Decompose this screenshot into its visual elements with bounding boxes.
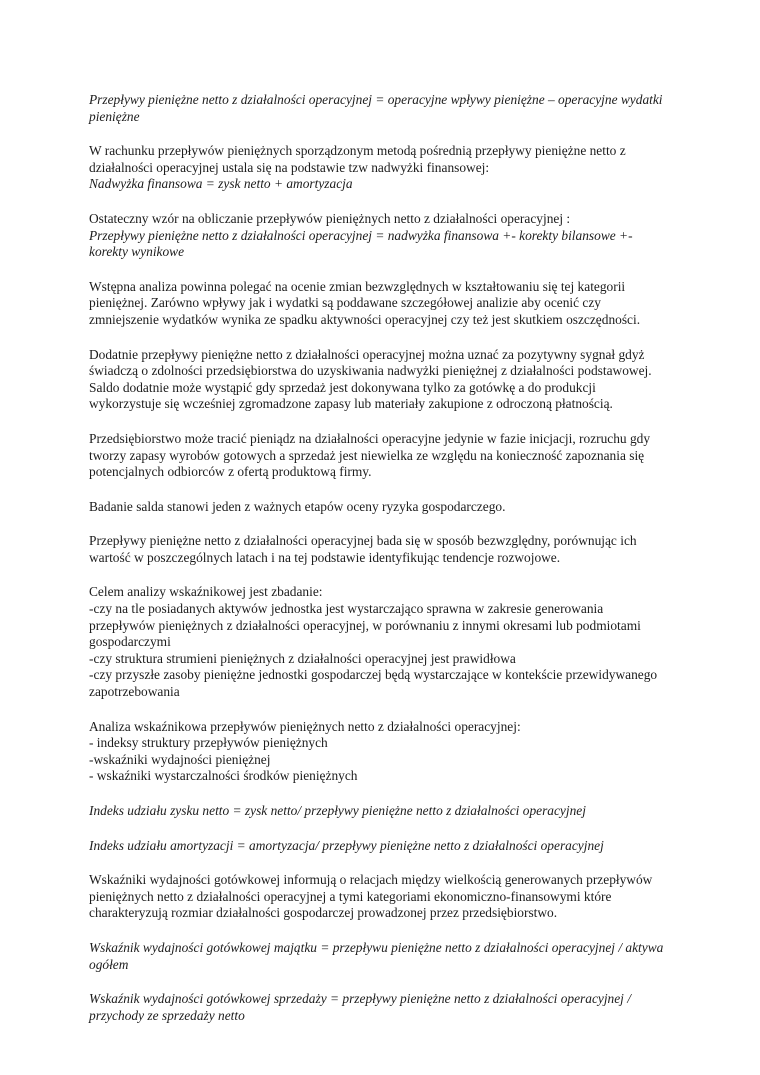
text-line: zapotrzebowania [89,684,180,700]
list-item: -czy struktura strumieni pieniężnych z działalności operacyjnej jest prawidłowa [89,650,516,666]
paragraph-losing-money [89,431,674,481]
paragraph-balance-study [89,499,674,516]
text-line: wykorzystuje się wcześniej zgromadzone zapasy lub materiały zakupione z odroczoną płatnością. [89,396,613,412]
list-item: -czy na tle posiadanych aktywów jednostka jest wystarczająco sprawna w zakresie generowania [89,601,604,617]
text-line: Analiza wskaźnikowa przepływów pieniężnych netto z działalności operacyjnej: [89,718,521,734]
list-item: - wskaźniki wystarczalności środków pieniężnych [89,768,358,784]
text-line: potencjalnych odbiorców z ofertą produktową firmy. [89,464,372,480]
text-line: Przepływy pieniężne netto z działalności operacyjnej bada się w sposób bezwzględny, porównując ich [89,533,637,549]
paragraph-indicator-analysis [89,719,674,785]
text-line: Saldo dodatnie może wystąpić gdy sprzedaż jest dokonywana tylko za gotówkę a do produkcji [89,379,596,395]
text-line: Indeks udziału zysku netto = zysk netto/ przepływy pieniężne netto z działalności operacyjnej [89,803,586,818]
text-line: Celem analizy wskaźnikowej jest zbadanie: [89,584,323,600]
formula-operating-cash-flow [89,92,674,125]
list-item: - indeksy struktury przepływów pieniężnych [89,735,328,751]
text-line: Przedsiębiorstwo może tracić pieniądz na działalności operacyjne jedynie w fazie inicjacji, rozruchu gdy [89,430,651,446]
text-line: przepływów pieniężnych z działalności operacyjnej, w porównaniu z innymi okresami lub podmiotami [89,617,641,633]
text-line: Dodatnie przepływy pieniężne netto z działalności operacyjnej można uznać za pozytywny sygnał gdyż [89,346,645,362]
text-line: Wskaźniki wydajności gotówkowej informują o relacjach między wielkością generowanych przepływów [89,872,653,888]
paragraph-positive-cash-flow [89,347,674,413]
text-line: Ostateczny wzór na obliczanie przepływów pieniężnych netto z działalności operacyjnej : [89,210,571,226]
formula-amortization-index [89,838,674,855]
text-line: gospodarczymi [89,634,171,650]
list-item: -czy przyszłe zasoby pieniężne jednostki gospodarczej będą wystarczające w kontekście przewidywanego [89,667,658,683]
paragraph-final-formula [89,211,674,261]
text-line: Wstępna analiza powinna polegać na ocenie zmian bezwzględnych w kształtowaniu się tej kategorii [89,278,626,294]
formula-financial-surplus: Nadwyżka finansowa = zysk netto + amortyzacja [89,176,353,192]
text-line: świadczą o zdolności przedsiębiorstwa do uzyskiwania nadwyżki pieniężnej z działalności podstawowej. [89,363,652,379]
text-line: pieniężnej. Zarówno wpływy jak i wydatki są poddawane szczegółowej analizie aby ocenić czy [89,295,601,311]
text-line: zmniejszenie wydatków wynika ze spadku aktywności operacyjnej czy też jest skutkiem oszczędności. [89,311,641,327]
paragraph-indirect-method [89,143,674,193]
paragraph-absolute-study [89,533,674,566]
paragraph-analysis-goals [89,584,674,700]
text-line: Badanie salda stanowi jeden z ważnych etapów oceny ryzyka gospodarczego. [89,498,506,514]
formula-asset-cash-efficiency [89,940,674,973]
text-line: W rachunku przepływów pieniężnych sporządzonym metodą pośrednią przepływy pieniężne netto z [89,143,626,159]
text-line: pieniężne [89,108,140,124]
text-line: Przepływy pieniężne netto z działalności operacyjnej = operacyjne wpływy pieniężne – operacyjne wydatki [89,92,663,107]
formula-final-line: Przepływy pieniężne netto z działalności operacyjnej = nadwyżka finansowa +- korekty bilansowe +- [89,227,633,243]
text-line: ogółem [89,956,129,972]
text-line: tworzy zapasy wyrobów gotowych a sprzedaż jest niewielka ze względu na konieczność zapoznania się [89,447,645,463]
text-line: pieniężnych netto z działalności operacyjnej a tymi kategoriami ekonomiczno-finansowymi które [89,888,612,904]
text-line: Wskaźnik wydajności gotówkowej sprzedaży = przepływy pieniężne netto z działalności operacyjnej / [89,991,631,1007]
formula-sales-cash-efficiency [89,991,674,1024]
paragraph-initial-analysis [89,279,674,329]
text-line: Indeks udziału amortyzacji = amortyzacja/ przepływy pieniężne netto z działalności operacyjnej [89,837,604,853]
text-line: Wskaźnik wydajności gotówkowej majątku = przepływu pieniężne netto z działalności operacyjnej / aktywa [89,939,664,955]
list-item: -wskaźniki wydajności pieniężnej [89,751,271,767]
text-line: przychody ze sprzedaży netto [89,1007,245,1023]
formula-final-line: korekty wynikowe [89,244,185,260]
text-line: wartość w poszczególnych latach i na tej podstawie identyfikując tendencje rozwojowe. [89,549,561,565]
formula-net-profit-index [89,803,674,820]
text-line: charakteryzują rozmiar działalności gospodarczej prowadzonej przez przedsiębiorstwo. [89,905,558,921]
paragraph-cash-efficiency [89,872,674,922]
text-line: działalności operacyjnej ustala się na podstawie tzw nadwyżki finansowej: [89,159,490,175]
